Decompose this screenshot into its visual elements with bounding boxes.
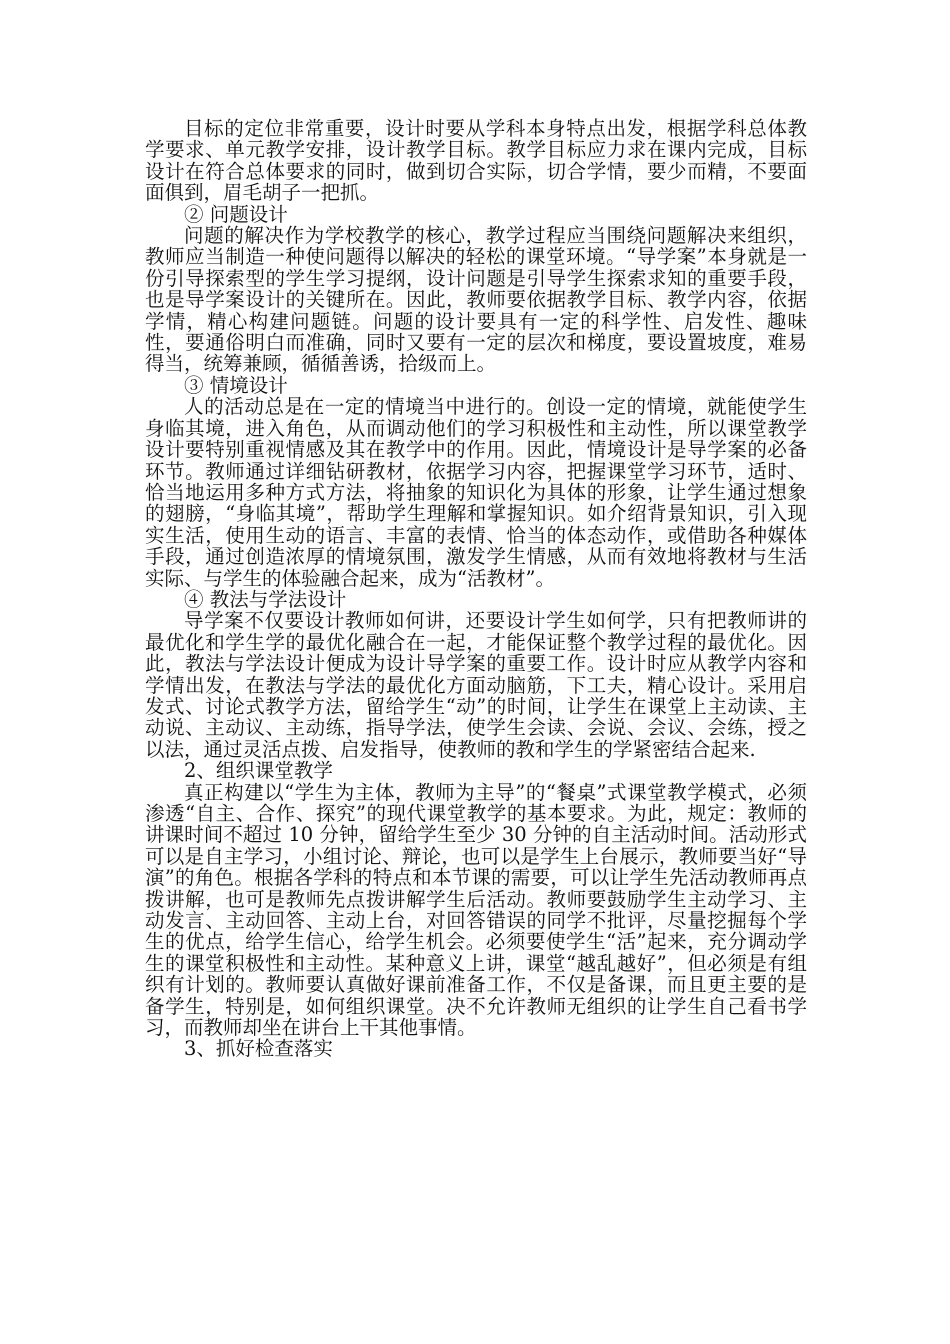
heading-problem-design: ② 问题设计: [184, 202, 288, 226]
paragraph-method-design: 导学案不仅要设计教师如何讲，还要设计学生如何学，只有把教师讲的最优化和学生学的最优化融合在一起，才能保证整个教学过程的最优化。因此，教法与学法设计便成为设计导学案的重要工作。设计时应从教学内容和学情出发，在教法与学法的最优化方面动脑筋，下工夫，精心设计。采用启发式、讨论式教学方法，留给学生“动”的时间，让学生在课堂上主动读、主动说、主动议、主动练，指导学法，使学生会读、会说、会议、会练，授之以法，通过灵活点拨、启发指导，使教师的教和学生的学紧密结合起来.: [145, 609, 807, 761]
heading-method-design: ④ 教法与学法设计: [184, 587, 347, 611]
paragraph-situation-design: 人的活动总是在一定的情境当中进行的。创设一定的情境，就能使学生身临其境，进入角色，从而调动他们的学习积极性和主动性，所以课堂教学设计要特别重视情感及其在教学中的作用。因此，情境设计是导学案的必备环节。教师通过详细钻研教材，依据学习内容，把握课堂学习环节，适时、恰当地运用多种方式方法，将抽象的知识化为具体的形象，让学生通过想象的翅膀，“身临其境”，帮助学生理解和掌握知识。如介绍背景知识，引入现实生活，使用生动的语言、丰富的表情、恰当的体态动作，或借助各种媒体手段，通过创造浓厚的情境氛围，激发学生情感，从而有效地将教材与生活实际、与学生的体验融合起来，成为“活教材”。: [145, 395, 807, 590]
paragraph-organize-class: 真正构建以“学生为主体，教师为主导”的“餐桌”式课堂教学模式，必须渗透“自主、合作、探究”的现代课堂教学的基本要求。为此，规定：教师的讲课时间不超过 10 分钟，留给学生至少 30 分钟的自主活动时间。活动形式可以是自主学习，小组讨论、辩论，也可以是学生上台展示，教师要当好“导演”的角色。根据各学科的特点和本节课的需要，可以让学生先活动教师再点拨讲解，也可是教师先点拨讲解学生后活动。教师要鼓励学生主动学习、主动发言、主动回答、主动上台，对回答错误的同学不批评，尽量挖掘每个学生的优点，给学生信心，给学生机会。必须要使学生“活”起来，充分调动学生的课堂积极性和主动性。某种意义上讲，课堂“越乱越好”，但必须是有组织有计划的。教师要认真做好课前准备工作，不仅是备课，而且更主要的是备学生，特别是，如何组织课堂。决不允许教师无组织的让学生自己看书学习，而教师却坐在讲台上干其他事情。: [145, 780, 807, 1040]
heading-organize-class: 2、组织课堂教学: [184, 759, 333, 783]
heading-situation-design: ③ 情境设计: [184, 373, 288, 397]
heading-check-implementation: 3、抓好检查落实: [184, 1037, 333, 1061]
paragraph-goal-setting: 目标的定位非常重要，设计时要从学科本身特点出发，根据学科总体教学要求、单元教学安排，设计教学目标。教学目标应力求在课内完成，目标设计在符合总体要求的同时，做到切合实际，切合学情，要少而精，不要面面俱到，眉毛胡子一把抓。: [145, 117, 807, 205]
document-body: [145, 118, 807, 1060]
paragraph-problem-design: 问题的解决作为学校教学的核心，教学过程应当围绕问题解决来组织，教师应当制造一种使问题得以解决的轻松的课堂环境。“导学案”本身就是一份引导探索型的学生学习提纲，设计问题是引导学生探索求知的重要手段，也是导学案设计的关键所在。因此，教师要依据教学目标、教学内容，依据学情，精心构建问题链。问题的设计要具有一定的科学性、启发性、趣味性，要通俗明白而准确，同时又要有一定的层次和梯度，要设置坡度，难易得当，统筹兼顾，循循善诱，拾级而上。: [145, 224, 807, 376]
